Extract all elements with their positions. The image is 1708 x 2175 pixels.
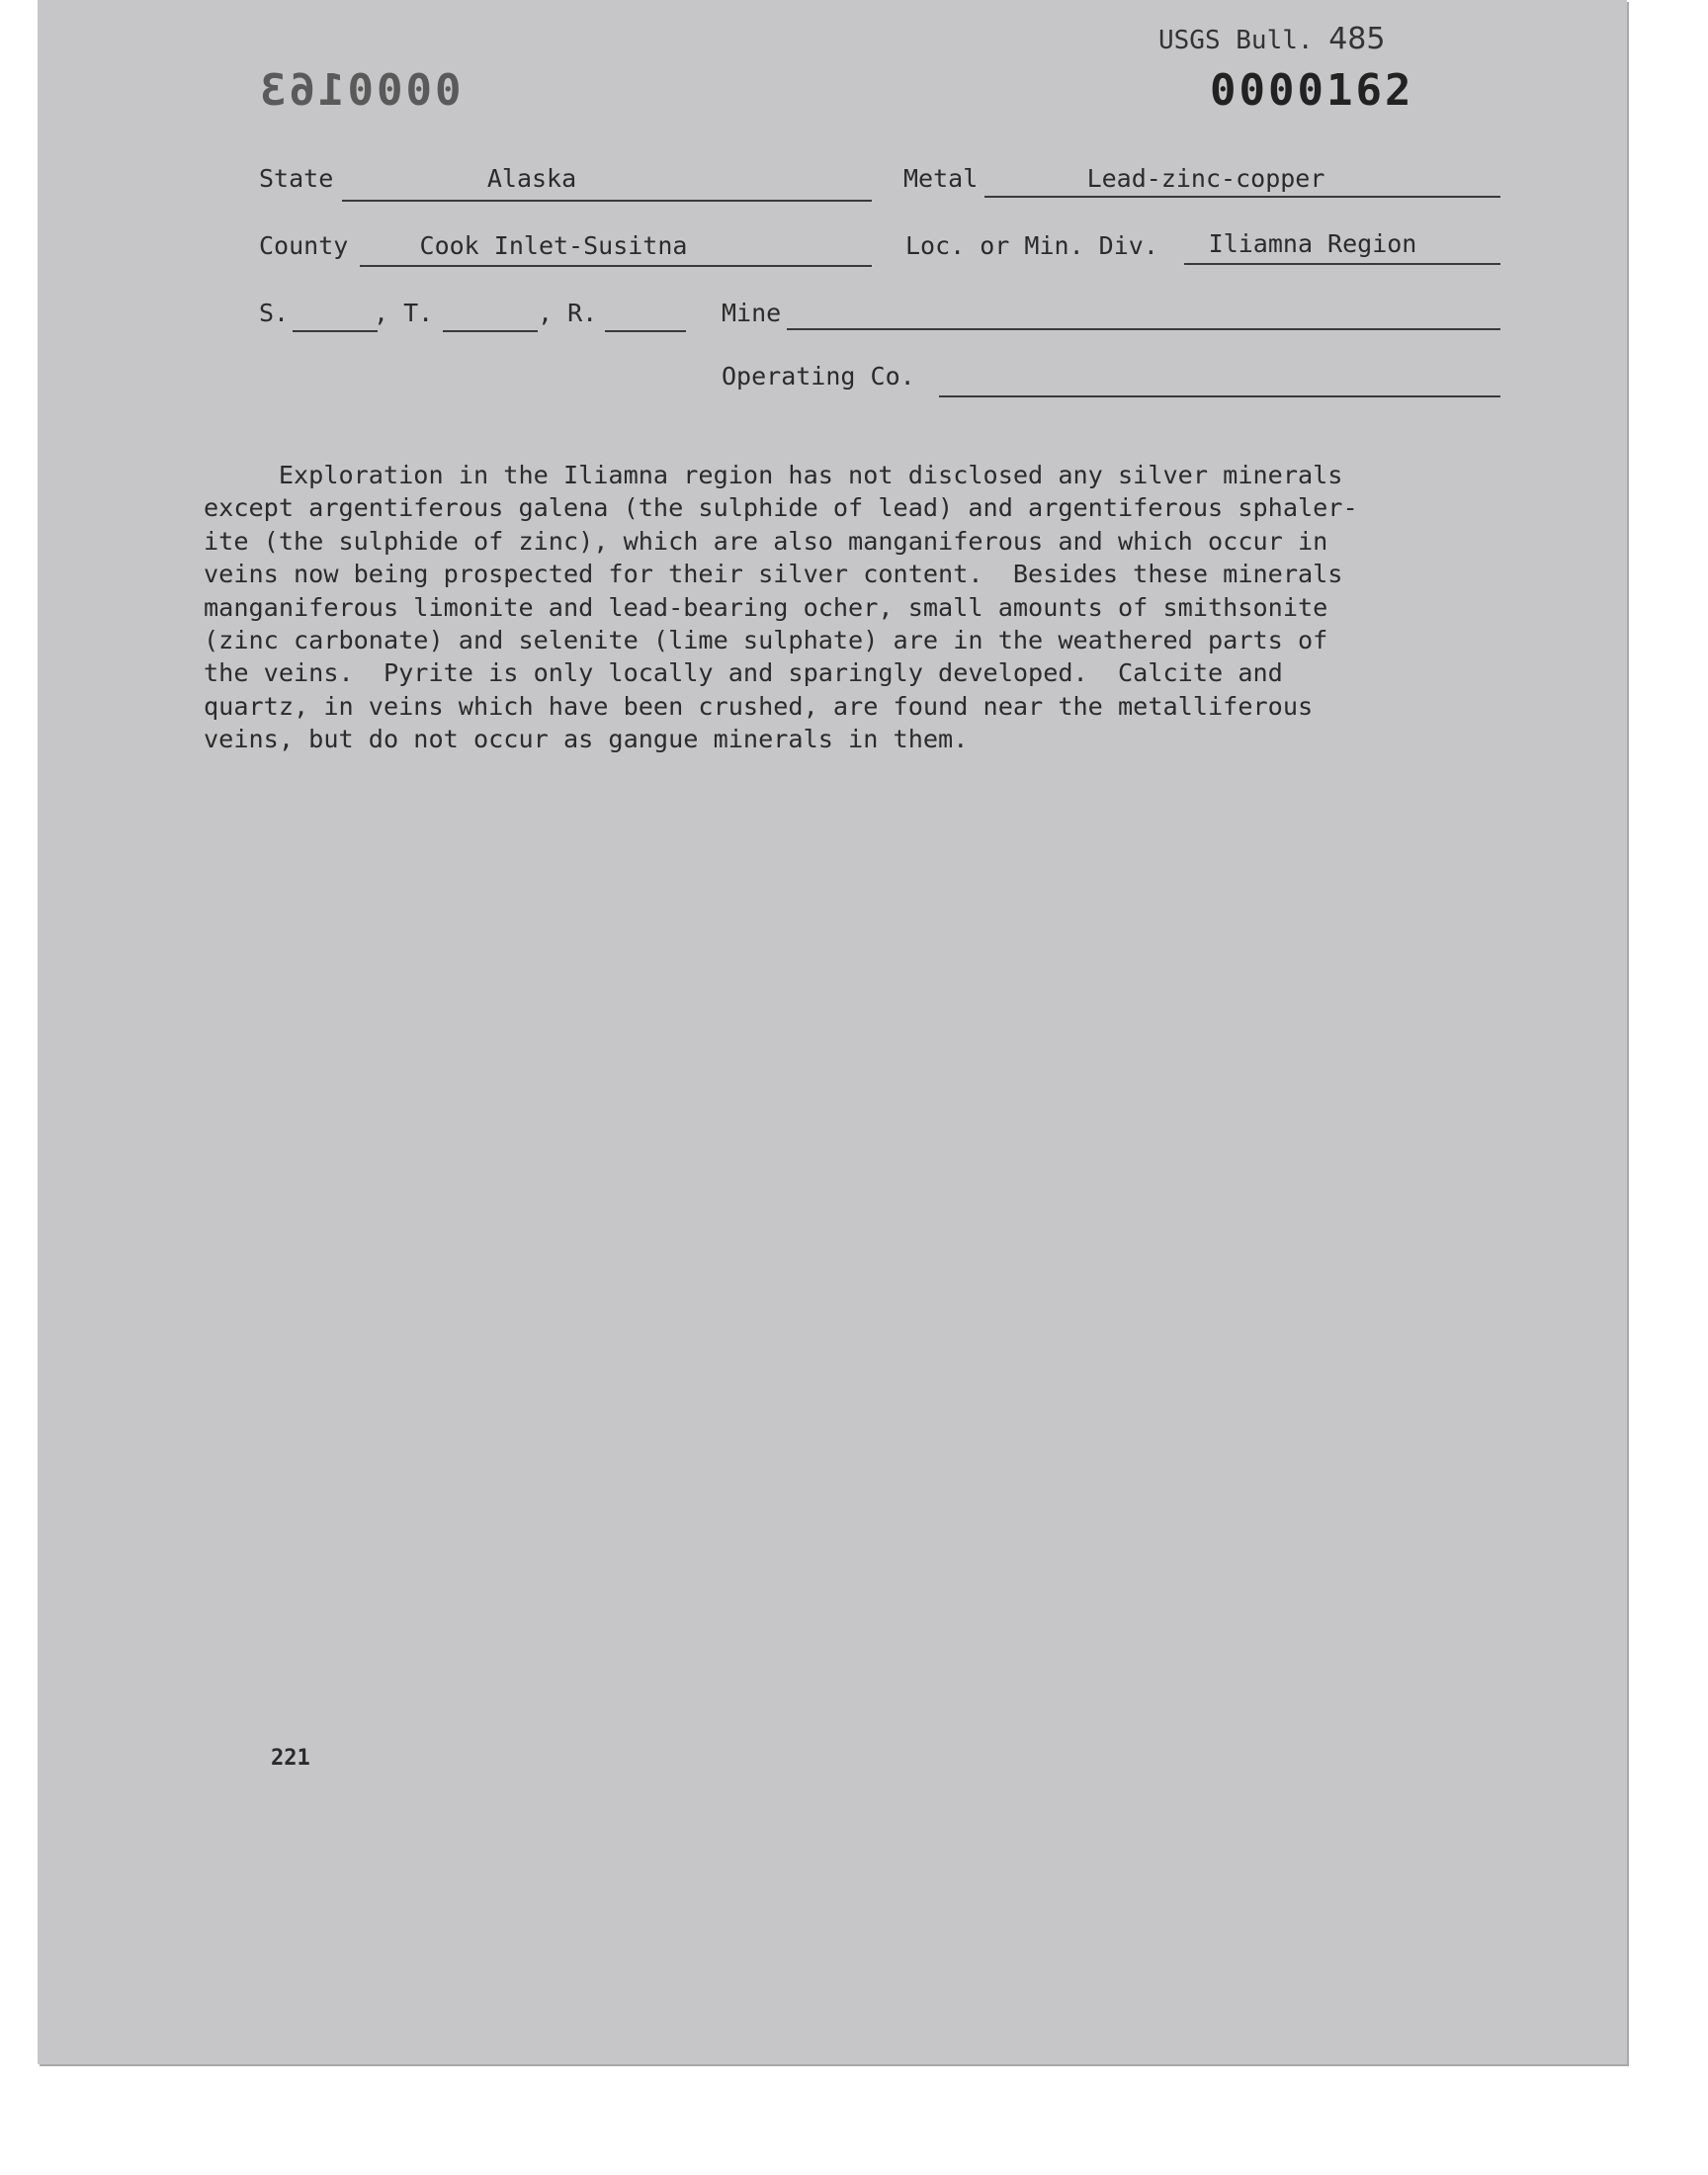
loc-label: Loc. or Min. Div.: [905, 231, 1158, 260]
range-label: , R.: [538, 299, 598, 327]
range-line: [605, 330, 686, 332]
county-line: [360, 265, 872, 267]
state-label: State: [259, 164, 334, 193]
section-line: [293, 330, 378, 332]
paragraph-line: manganiferous limonite and lead-bearing ocher, small amounts of smithsonite: [204, 592, 1328, 622]
usgs-bulletin-label: USGS Bull.: [1158, 26, 1314, 55]
usgs-bulletin-reference: [1158, 22, 1385, 56]
paragraph-line: except argentiferous galena (the sulphide of lead) and argentiferous sphaler-: [204, 493, 1358, 523]
metal-label: Metal: [903, 164, 979, 193]
paragraph-line: Exploration in the Iliamna region has not disclosed any silver minerals: [204, 461, 1343, 489]
usgs-bulletin-number: 485: [1328, 22, 1386, 56]
township-line: [443, 330, 538, 332]
mine-line: [787, 328, 1500, 330]
loc-line: [1184, 263, 1500, 265]
operating-company-line: [939, 395, 1500, 397]
description-paragraph: [204, 459, 1358, 756]
paragraph-line: veins, but do not occur as gangue minerals in them.: [204, 725, 969, 754]
paragraph-line: ite (the sulphide of zinc), which are also manganiferous and which occur in: [204, 526, 1328, 556]
state-line: [342, 200, 872, 202]
paragraph-line: veins now being prospected for their silver content. Besides these minerals: [204, 560, 1343, 589]
document-page: [38, 0, 1627, 2064]
metal-value: Lead-zinc-copper: [1086, 164, 1325, 193]
paragraph-line: (zinc carbonate) and selenite (lime sulphate) are in the weathered parts of: [204, 626, 1328, 655]
paragraph-line: the veins. Pyrite is only locally and sparingly developed. Calcite and: [204, 658, 1283, 688]
county-label: County: [259, 231, 349, 260]
page-number: 221: [271, 1746, 310, 1771]
mine-label: Mine: [722, 299, 782, 327]
operating-company-label: Operating Co.: [722, 362, 915, 391]
metal-line: [984, 196, 1500, 198]
mirrored-stamp-number: 0000163: [257, 65, 462, 116]
county-value: Cook Inlet-Susitna: [419, 231, 688, 260]
state-value: Alaska: [486, 164, 577, 193]
township-label: , T.: [374, 299, 434, 327]
stamp-number: 0000162: [1210, 65, 1414, 116]
loc-value: Iliamna Region: [1208, 229, 1417, 258]
section-label: S.: [259, 299, 290, 327]
paragraph-line: quartz, in veins which have been crushed, are found near the metalliferous: [204, 691, 1314, 721]
